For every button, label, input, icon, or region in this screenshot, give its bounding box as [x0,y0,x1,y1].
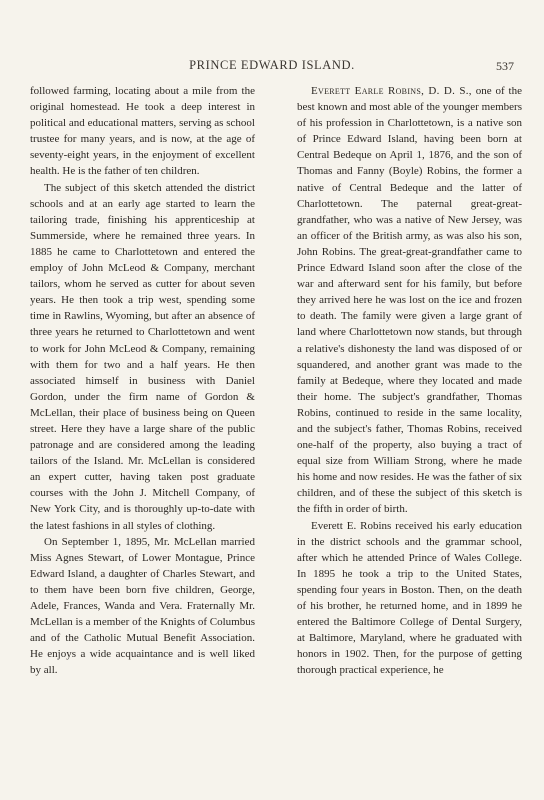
page-header [30,58,514,76]
paragraph: On September 1, 1895, Mr. McLellan married Miss Agnes Stewart, of Lower Montague, Prince Edward Island, a daughter of Charles Stewart, and to them have been born five children, George, Adele, Frances, Wanda and Vera. Fraternally Mr. McLellan is a member of the Knights of Columbus and of the Catholic Mutual Benefit Association. He enjoys a wide acquaintance and is well liked by all. [30,535,255,677]
left-column [30,83,255,678]
paragraph-text: one of the best known and most able of the younger members of his profession in Charlottetown, is a native son of Prince Edward Island, having been born at Central Bedeque on April 1, 1876, and the son of Thomas and Fanny (Boyle) Robins, the former a native of Central Bedeque and the latter of Charlottetown. The paternal great-great-grandfather, who was a native of New Jersey, was an officer of the British army, as was also his son, John Robins. The great-great-grandfather came to Prince Edward Island soon after the close of the war and afterward sent for his family, but before they arrived here he was lost on the ice and frozen to death. The family were given a large grant of land where Charlottetown now stands, but through a relative's dishonesty the land was disposed of or squandered, and another grant was made to the family at Bedeque, where they located and made their home. The subject's grandfather, Thomas Robins, continued to reside in the same locality, and the subject's father, Thomas Robins, received one-half of the property, also buying a tract of equal size from William Strong, where he made his home and now resides. He was the father of six children, and of these the subject of this sketch is the fifth in order of birth. [297,85,522,516]
biography-intro-paragraph [297,83,522,518]
running-title: PRINCE EDWARD ISLAND. [189,58,355,72]
page-number: 537 [496,59,514,73]
biography-subject-name: Everett Earle Robins, D. D. S., [311,85,472,97]
paragraph: Everett E. Robins received his early education in the district schools and the grammar school, after which he attended Prince of Wales College. In 1895 he took a trip to the United States, spending four years in Boston. Then, on the death of his brother, he returned home, and in 1899 he entered the Baltimore College of Dental Surgery, at Baltimore, Maryland, where he graduated with honors in 1902. Then, for the purpose of getting thorough practical experience, he [297,519,522,677]
paragraph: followed farming, locating about a mile from the original homestead. He took a deep interest in political and educational matters, serving as school trustee for many years, and is now, at the age of seventy-eight years, in the enjoyment of excellent health. He is the father of ten children. [30,85,255,178]
right-column [297,83,522,678]
paragraph: The subject of this sketch attended the district schools and at an early age started to learn the tailoring trade, finishing his apprenticeship at Summerside, where he remained three years. In 1885 he came to Charlottetown and entered the employ of John McLeod & Company, merchant tailors, whom he served as cutter for about seven years. He then took a trip west, spending some time in Rawlins, Wyoming, but after an absence of three years he returned to Charlottetown and went to work for John McLeod & Company, remaining with them for two and a half years. He then associated himself in business with Daniel Gordon, under the firm name of Gordon & McLellan, their place of business being on Queen street. Here they have a large share of the public patronage and are considered among the leading tailors of the Island. Mr. McLellan is considered an expert cutter, having taken post graduate courses with the John J. Mitchell Company, of New York City, and is thoroughly up-to-date with the latest fashions in all styles of clothing. [30,181,255,532]
